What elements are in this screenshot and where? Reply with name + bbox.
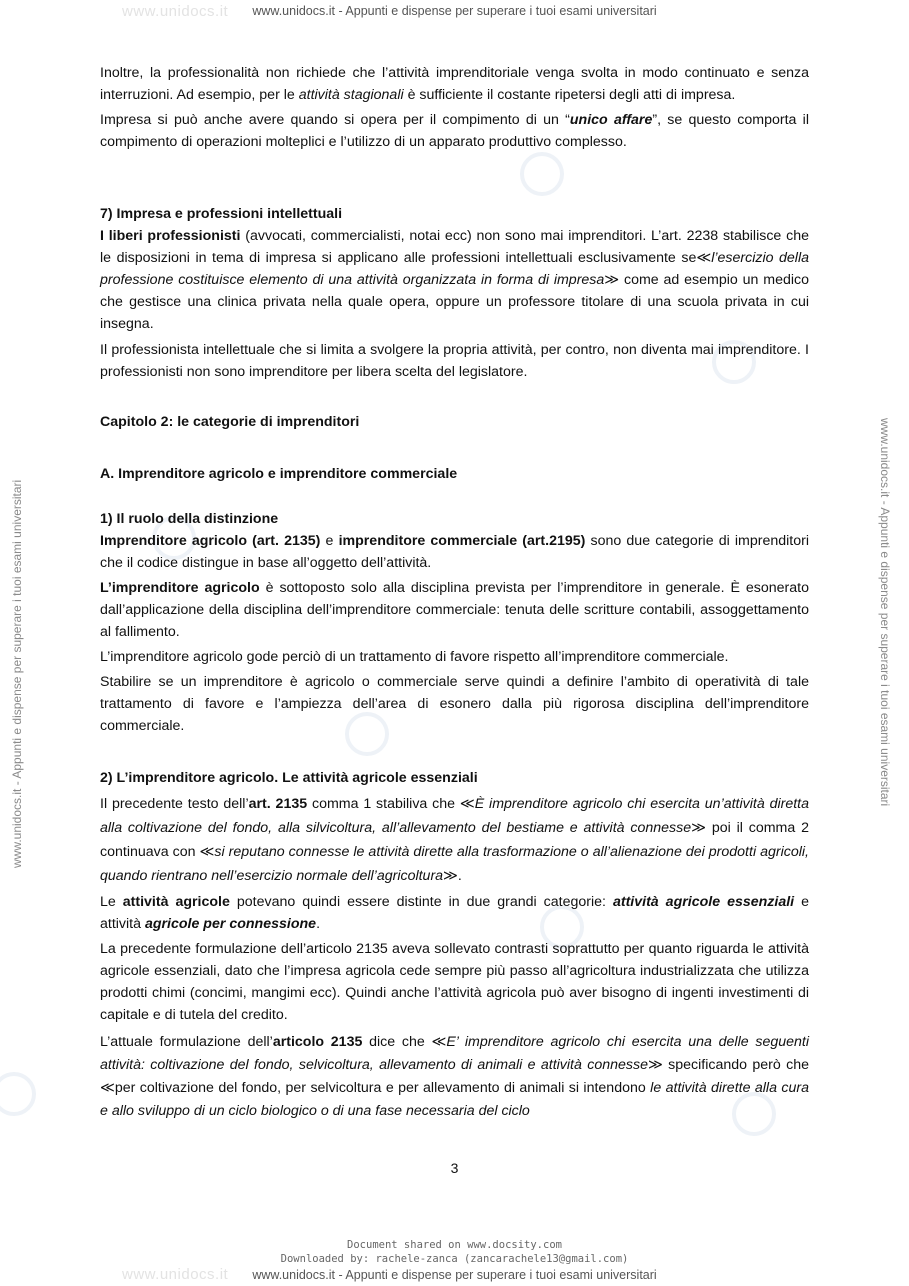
subsection-heading: 1) Il ruolo della distinzione xyxy=(100,511,279,527)
paragraph: Stabilire se un imprenditore è agricolo o commerciale serve quindi a definire l’ambito di operatività di tale trattamento di favore e l’ampiezza dell’area di esonero dalla più rigorosa disciplina dell’imprenditore commerciale. xyxy=(100,674,809,734)
paragraph: I liberi professionisti (avvocati, commercialisti, notai ecc) non sono mai imprenditori. L’art. 2238 stabilisce che le disposizioni in tema di impresa si applicano alle professioni intellettuali esclusivamente se≪l’esercizio della professione costituisce elemento di una attività organizzata in forma di impresa≫ come ad esempio un medico che gestisce una clinica privata nella quale opera, oppure un professore titolare di una scuola privata in cui insegna. xyxy=(100,228,810,332)
paragraph: L’imprenditore agricolo è sottoposto solo alla disciplina prevista per l’imprenditore in generale. È esonerato dall’applicazione della disciplina dell’imprenditore commerciale: tenuta delle scritture contabili, assoggettamento al fallimento. xyxy=(100,580,809,640)
paragraph: Inoltre, la professionalità non richiede che l’attività imprenditoriale venga svolta in modo continuato e senza interruzioni. Ad esempio, per le attività stagionali è sufficiente il costante ripetersi degli atti di impresa. xyxy=(100,65,809,103)
chapter-heading: Capitolo 2: le categorie di imprenditori xyxy=(100,414,360,430)
side-watermark-left: www.unidocs.it - Appunti e dispense per superare i tuoi esami universitari xyxy=(10,479,24,868)
paragraph: L’attuale formulazione dell’articolo 2135 dice che ≪E’ imprenditore agricolo chi esercita una delle seguenti attività: coltivazione del fondo, selvicoltura, allevamento di animali e attività connesse≫ specificando però che ≪per coltivazione del fondo, per selvicoltura e per allevamento di animali si intendono le attività dirette alla cura e allo sviluppo di un ciclo biologico o di una fase necessaria del ciclo xyxy=(100,1034,809,1119)
footer-download-note: Downloaded by: rachele-zanca (zancarachele13@gmail.com) xyxy=(280,1253,629,1265)
section-heading: A. Imprenditore agricolo e imprenditore commerciale xyxy=(100,466,458,482)
paragraph: Il precedente testo dell’art. 2135 comma 1 stabiliva che ≪È imprenditore agricolo chi esercita un’attività diretta alla coltivazione del fondo, alla silvicoltura, all’allevamento del bestiame e attività connesse≫ poi il comma 2 continuava con ≪si reputano connesse le attività dirette alla trasformazione o all’alienazione dei prodotti agricoli, quando rientrano nell’esercizio normale dell’agricoltura≫. xyxy=(100,796,809,884)
footer-shared-note: Document shared on www.docsity.com xyxy=(347,1239,562,1251)
footer-watermark: www.unidocs.it - Appunti e dispense per superare i tuoi esami universitari xyxy=(252,1268,657,1282)
side-watermark-right: www.unidocs.it - Appunti e dispense per superare i tuoi esami universitari xyxy=(878,418,892,807)
page-number: 3 xyxy=(450,1160,459,1176)
paragraph: Le attività agricole potevano quindi essere distinte in due grandi categorie: attività agricole essenziali e attività agricole per connessione. xyxy=(100,894,809,932)
subsection-heading: 2) L’imprenditore agricolo. Le attività agricole essenziali xyxy=(100,770,478,786)
watermark-logo-icon xyxy=(0,1072,36,1116)
document-body xyxy=(100,62,809,1123)
faint-watermark: www.unidocs.it xyxy=(122,1266,229,1283)
paragraph: Imprenditore agricolo (art. 2135) e imprenditore commerciale (art.2195) sono due categorie di imprenditori che il codice distingue in base all’oggetto dell’attività. xyxy=(100,533,810,571)
section-heading: 7) Impresa e professioni intellettuali xyxy=(100,206,343,222)
faint-watermark: www.unidocs.it xyxy=(122,3,229,20)
paragraph: La precedente formulazione dell’articolo 2135 aveva sollevato contrasti soprattutto per quanto riguarda le attività agricole essenziali, dato che l’impresa agricola cede sempre più passo all’agricoltura industrializzata che utilizza prodotti chimi (concimi, mangimi ecc). Quindi anche l’attività agricola può aver bisogno di ingenti investimenti di capitale e di tutela del credito. xyxy=(100,941,809,1023)
paragraph: Impresa si può anche avere quando si opera per il compimento di un “unico affare”, se questo comporta il compimento di operazioni molteplici e l’utilizzo di un apparato produttivo complesso. xyxy=(100,112,809,150)
paragraph: L’imprenditore agricolo gode perciò di un trattamento di favore rispetto all’imprenditore commerciale. xyxy=(100,649,729,665)
paragraph: Il professionista intellettuale che si limita a svolgere la propria attività, per contro, non diventa mai imprenditore. I professionisti non sono imprenditore per libera scelta del legislatore. xyxy=(100,342,809,380)
header-watermark: www.unidocs.it - Appunti e dispense per superare i tuoi esami universitari xyxy=(252,4,657,18)
